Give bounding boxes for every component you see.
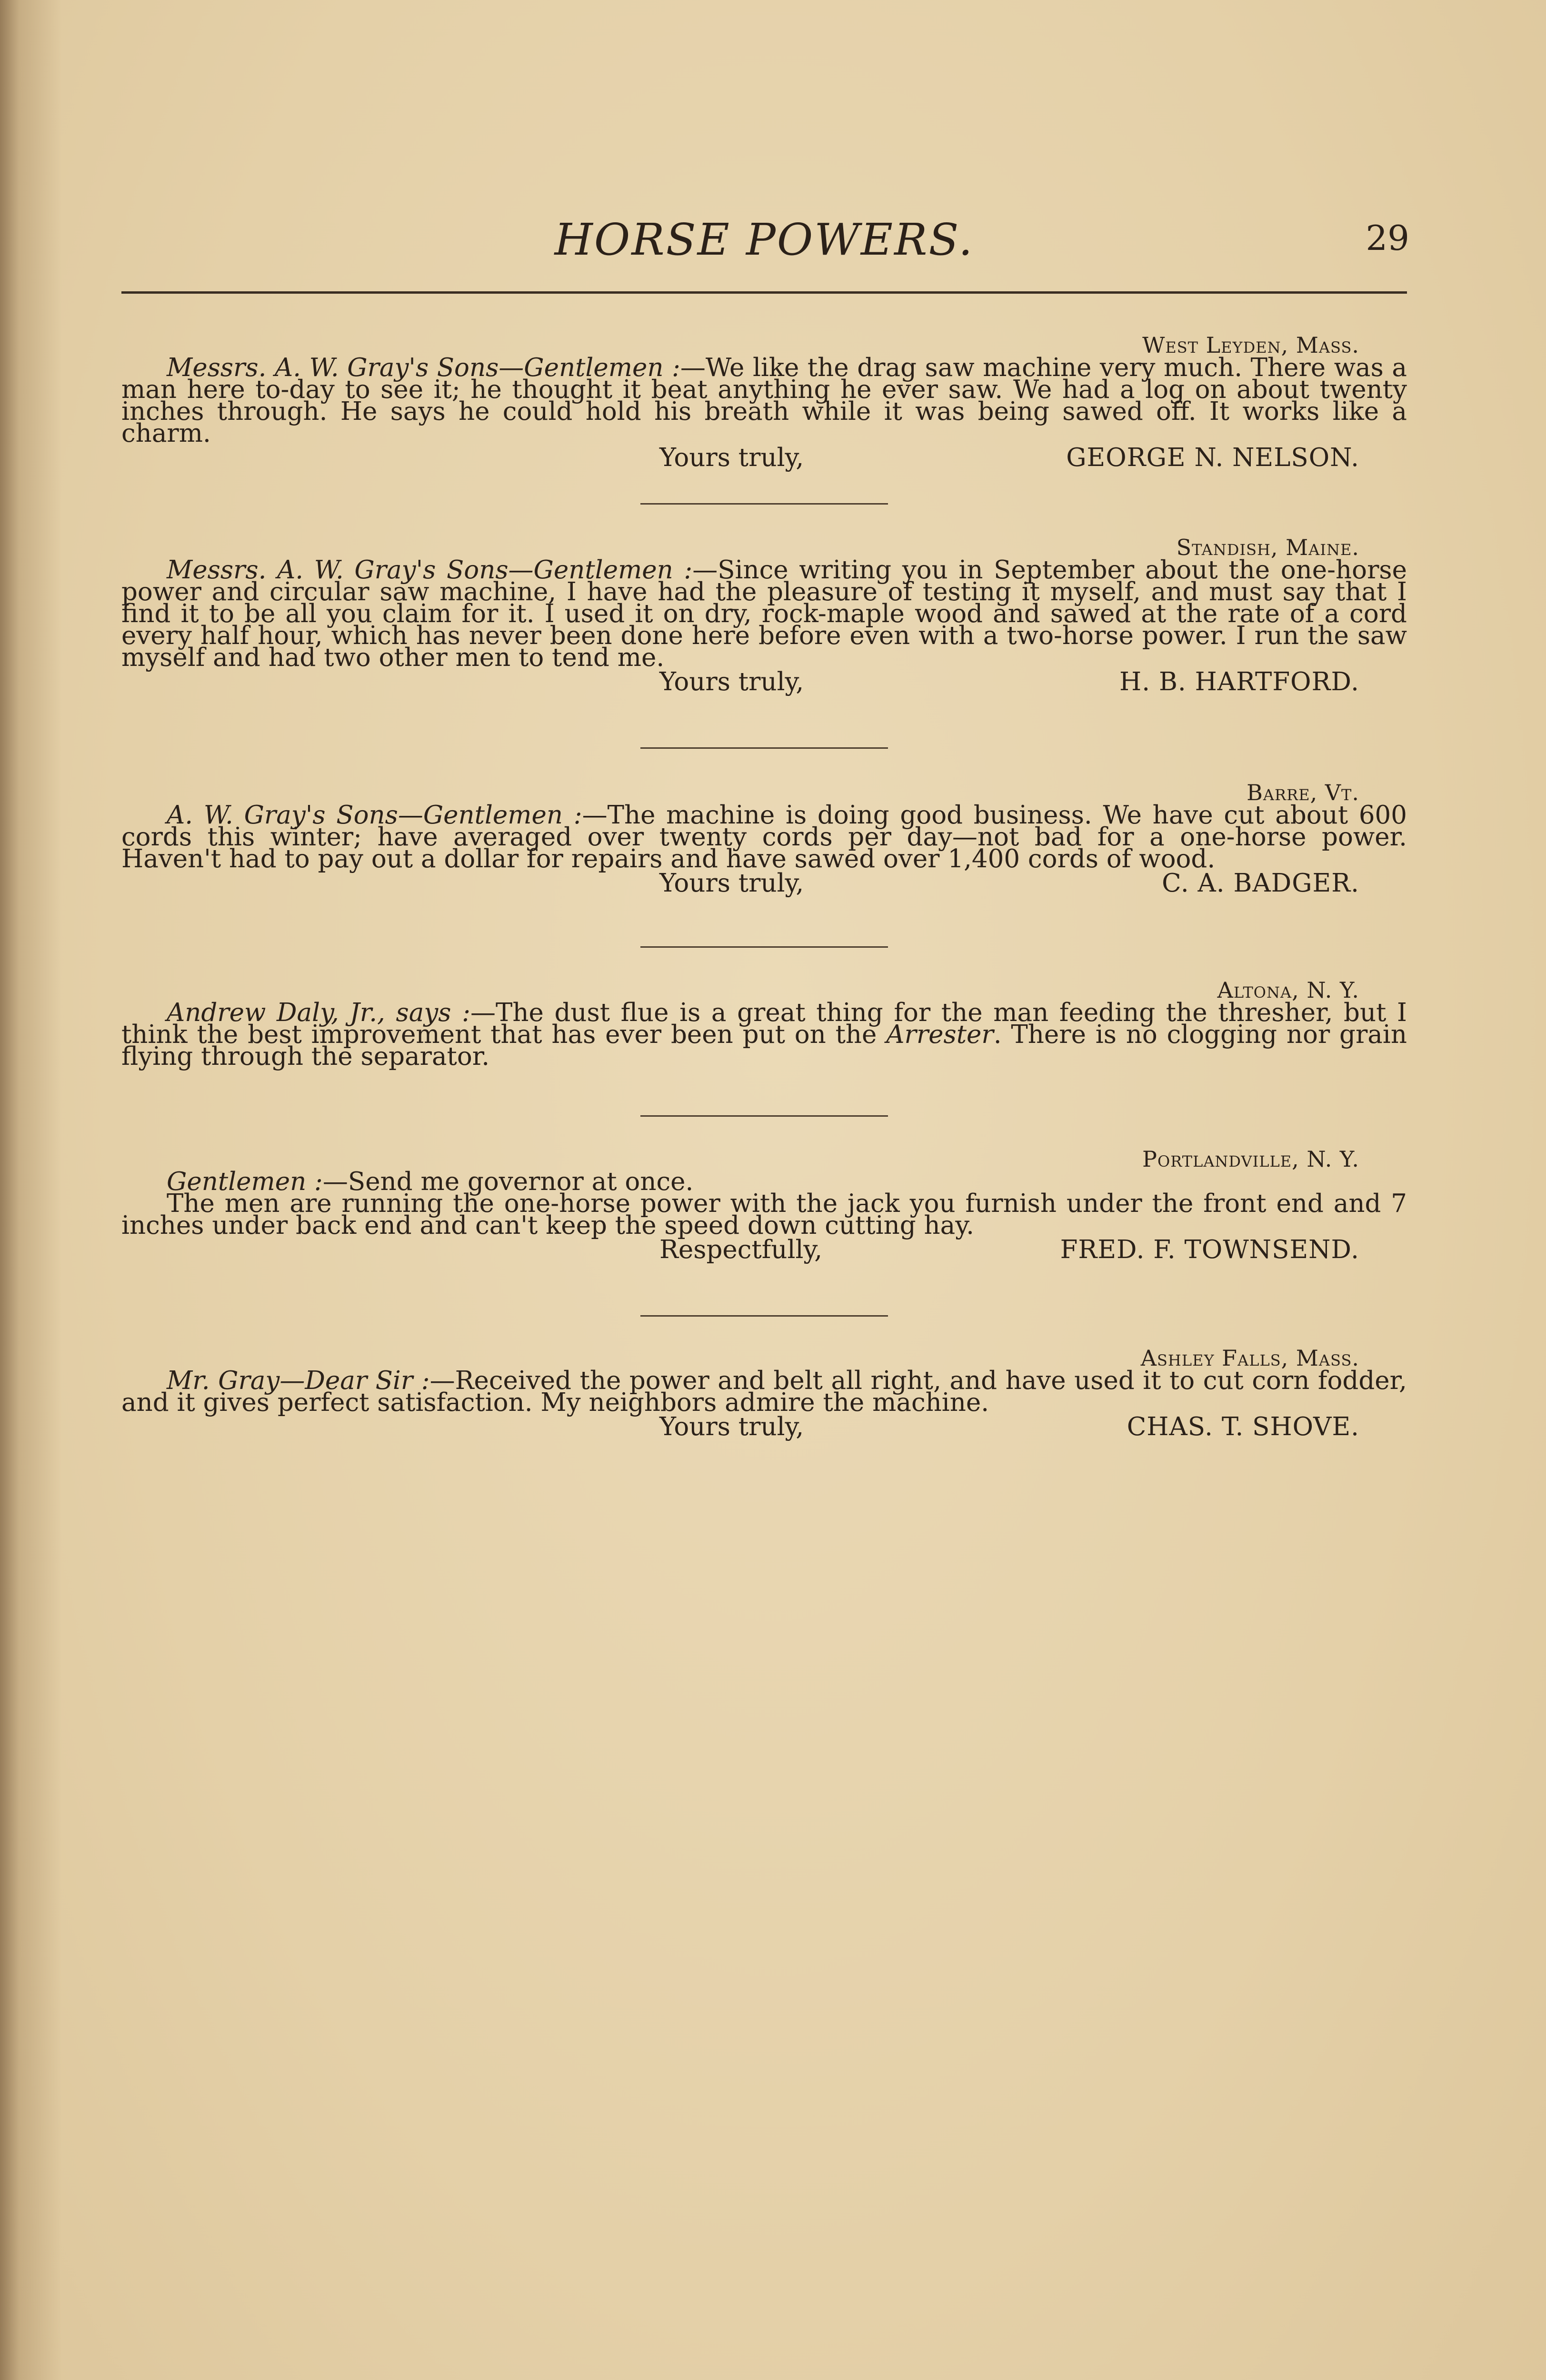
- letter-closing: Yours truly,: [659, 869, 804, 898]
- letter-body-second-paragraph: The men are running the one-horse power with the jack you furnish under the front end and 7 inches under back end and can't keep the speed down cutting hay.: [121, 1189, 1407, 1240]
- letter-body: [121, 998, 1407, 1071]
- letter-signature: H. B. HARTFORD.: [1119, 667, 1359, 696]
- letter-body: [121, 353, 1407, 448]
- letter-place: West Leyden, Mass.: [1142, 332, 1359, 358]
- letter-body: [121, 801, 1407, 873]
- testimonial-letter-barre: [121, 781, 1407, 897]
- testimonial-letter-ashley-falls: [121, 1346, 1407, 1440]
- section-divider: [640, 1115, 888, 1117]
- letter-text: —We like the drag saw machine very much. There was a man here to-day to see it; he thought it beat anything he ever saw. We had a log on about twenty inches through. He says he could hold his breath while it was being sawed off. It works like a charm.: [121, 353, 1407, 448]
- letter-text-end: . There is no clogging nor grain flying through the separator.: [121, 1020, 1407, 1071]
- page-number: 29: [1366, 218, 1409, 258]
- letter-place: Altona, N. Y.: [1217, 977, 1359, 1003]
- letter-text: —Since writing you in September about the one-horse power and circular saw machine, I have had the pleasure of testing it myself, and must say that I find it to be all you claim for it. I used it on dry, rock-maple wood and sawed at the rate of a cord every half hour, which has never been done here before even with a two-horse power. I run the saw myself and had two other men to tend me.: [121, 555, 1407, 672]
- letter-signature-line: [121, 1414, 1407, 1440]
- letter-body: [121, 1366, 1407, 1417]
- letter-body: [121, 555, 1407, 672]
- header-rule: [121, 291, 1407, 294]
- letter-text: —Send me governor at once.: [322, 1167, 694, 1196]
- letter-salutation: A. W. Gray's Sons—Gentlemen :: [167, 801, 582, 830]
- section-divider: [640, 503, 888, 505]
- section-divider: [640, 1315, 888, 1317]
- letter-signature: C. A. BADGER.: [1162, 869, 1359, 898]
- section-divider: [640, 946, 888, 948]
- letter-signature: CHAS. T. SHOVE.: [1127, 1412, 1359, 1441]
- letter-text: —Received the power and belt all right, and have used it to cut corn fodder, and it gives perfect satisfaction. My neighbors admire the machine.: [121, 1366, 1407, 1417]
- letter-signature-line: [121, 870, 1407, 897]
- letter-closing: Yours truly,: [659, 1412, 804, 1441]
- letter-text: —The dust flue is a great thing for the man feeding the thresher, but I think the best improvement that has ever been put on the: [121, 998, 1407, 1049]
- letter-salutation: Messrs. A. W. Gray's Sons—Gentlemen :: [167, 555, 693, 585]
- running-title: HORSE POWERS.: [554, 214, 974, 265]
- letter-text: —The machine is doing good business. We have cut about 600 cords this winter; have averaged over twenty cords per day—not bad for a one-horse power. Haven't had to pay out a dollar for repairs and have sawed over 1,400 cords of wood.: [121, 801, 1407, 873]
- testimonial-letter-standish: [121, 536, 1407, 695]
- letter-place: Standish, Maine.: [1176, 535, 1359, 560]
- letter-closing: Yours truly,: [659, 667, 804, 696]
- testimonial-letter-portlandville: [121, 1147, 1407, 1263]
- letter-place: Portlandville, N. Y.: [1142, 1146, 1359, 1172]
- letter-signature-line: [121, 669, 1407, 695]
- letter-closing: Yours truly,: [659, 443, 804, 472]
- letter-place: Barre, Vt.: [1247, 780, 1359, 805]
- testimonial-letter-west-leyden: [121, 333, 1407, 471]
- letter-salutation: Mr. Gray—Dear Sir :: [167, 1366, 430, 1395]
- testimonial-letter-altona: [121, 977, 1407, 1071]
- letter-signature: GEORGE N. NELSON.: [1066, 443, 1359, 472]
- letter-closing: Respectfully,: [659, 1235, 823, 1264]
- letter-salutation: Gentlemen :: [167, 1167, 323, 1196]
- letter-signature-line: [121, 445, 1407, 471]
- letter-salutation: Andrew Daly, Jr., says :: [167, 998, 470, 1027]
- letter-signature-line: [121, 1237, 1407, 1263]
- letter-signature: FRED. F. TOWNSEND.: [1060, 1235, 1359, 1264]
- section-divider: [640, 747, 888, 749]
- letter-place: Ashley Falls, Mass.: [1140, 1345, 1359, 1371]
- letter-text-emphasis: Arrester: [886, 1020, 994, 1049]
- letter-salutation: Messrs. A. W. Gray's Sons—Gentlemen :: [167, 353, 680, 382]
- page-header: [119, 214, 1409, 276]
